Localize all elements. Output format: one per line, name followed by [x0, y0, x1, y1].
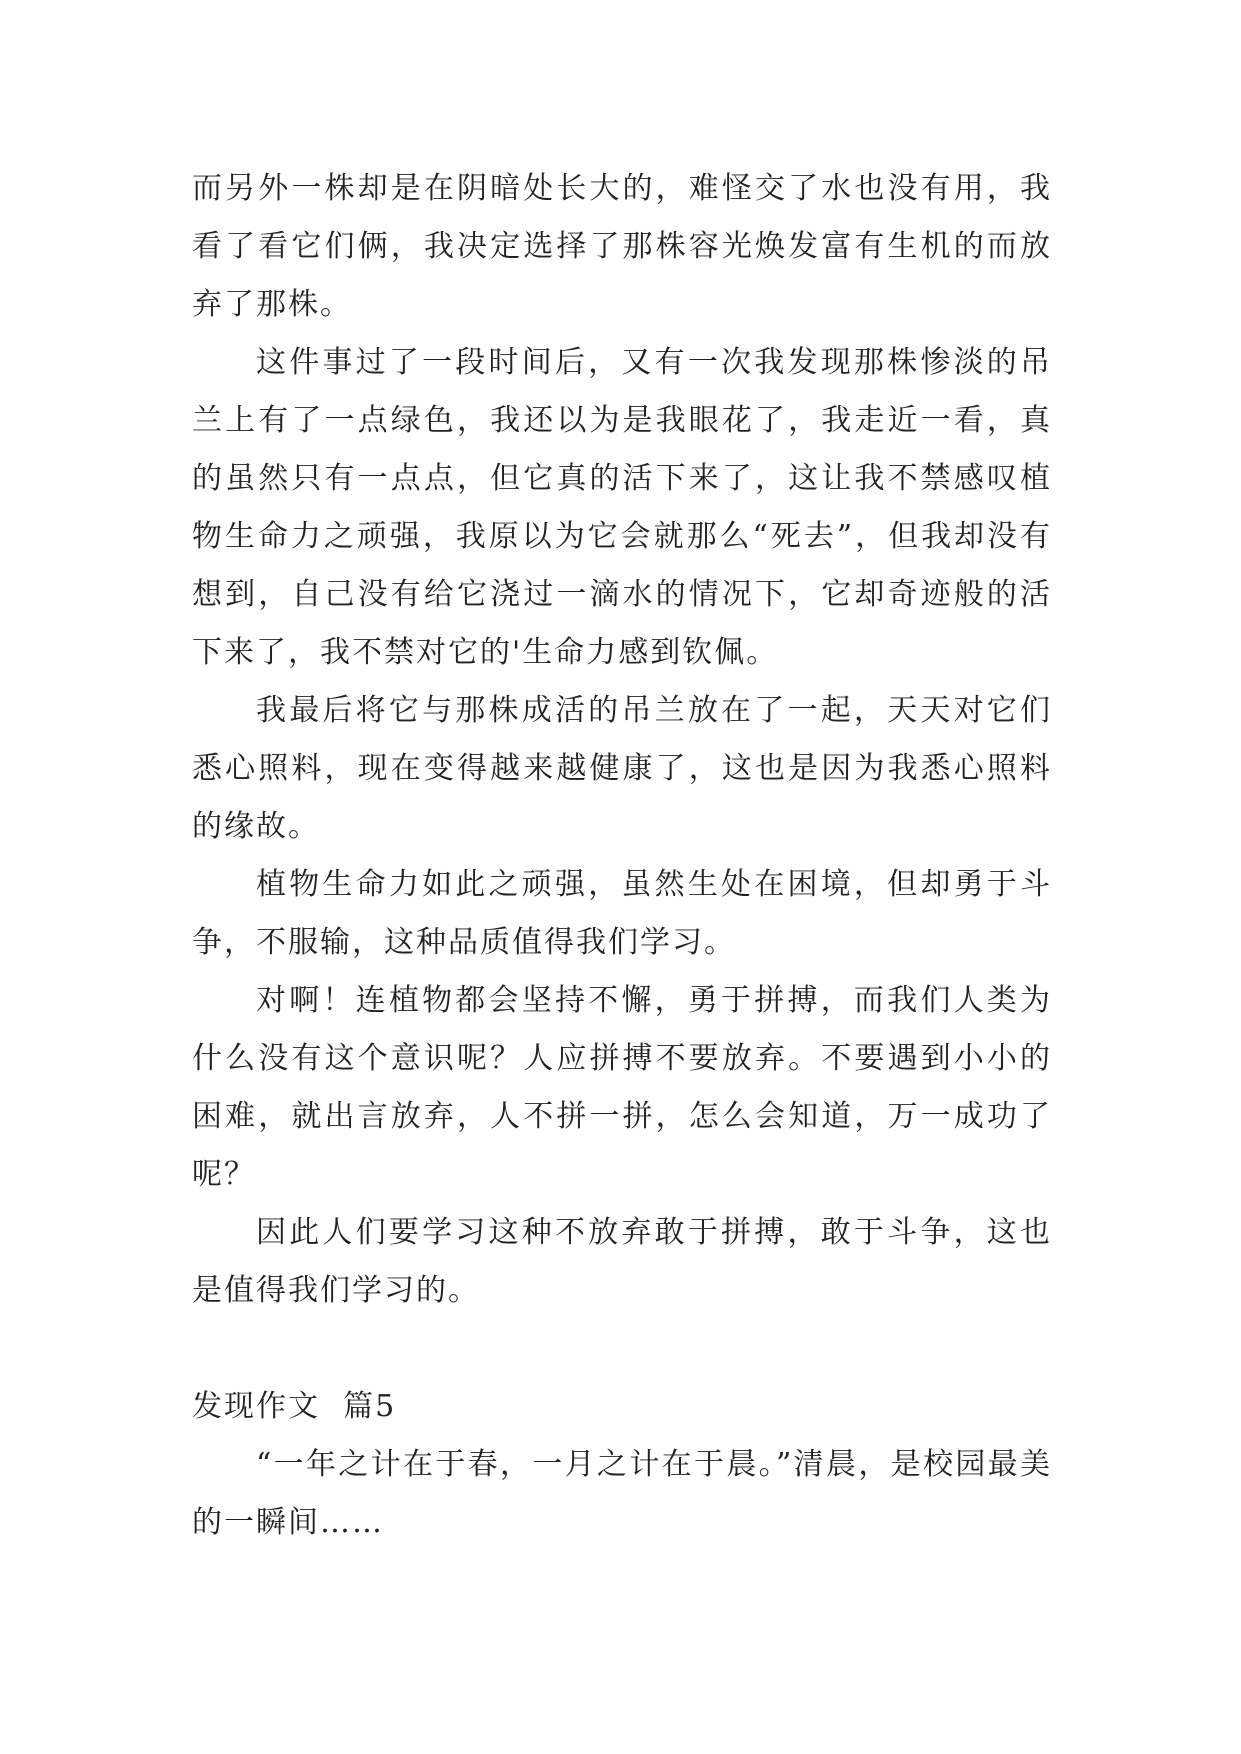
document-body	[192, 160, 1052, 1552]
paragraph: 我最后将它与那株成活的吊兰放在了一起，天天对它们悉心照料，现在变得越来越健康了，这也是因为我悉心照料的缘故。	[192, 693, 1052, 844]
section-heading: 发现作文 篇5	[192, 1389, 397, 1424]
paragraph: 植物生命力如此之顽强，虽然生处在困境，但却勇于斗争，不服输，这种品质值得我们学习。	[192, 867, 1052, 960]
paragraph: 这件事过了一段时间后，又有一次我发现那株惨淡的吊兰上有了一点绿色，我还以为是我眼花了，我走近一看，真的虽然只有一点点，但它真的活下来了，这让我不禁感叹植物生命力之顽强，我原以为它会就那么“死去”，但我却没有想到，自己没有给它浇过一滴水的情况下，它却奇迹般的活下来了，我不禁对它的'生命力感到钦佩。	[192, 345, 1052, 670]
paragraph: 因此人们要学习这种不放弃敢于拼搏，敢于斗争，这也是值得我们学习的。	[192, 1215, 1052, 1308]
paragraph: “一年之计在于春，一月之计在于晨。”清晨，是校园最美的一瞬间……	[192, 1447, 1052, 1540]
section-spacer	[192, 1320, 1052, 1378]
paragraph: 对啊！连植物都会坚持不懈，勇于拼搏，而我们人类为什么没有这个意识呢？人应拼搏不要放弃。不要遇到小小的困难，就出言放弃，人不拼一拼，怎么会知道，万一成功了呢？	[192, 983, 1052, 1192]
paragraph-continuation: 而另外一株却是在阴暗处长大的，难怪交了水也没有用，我看了看它们俩，我决定选择了那株容光焕发富有生机的而放弃了那株。	[192, 171, 1052, 322]
